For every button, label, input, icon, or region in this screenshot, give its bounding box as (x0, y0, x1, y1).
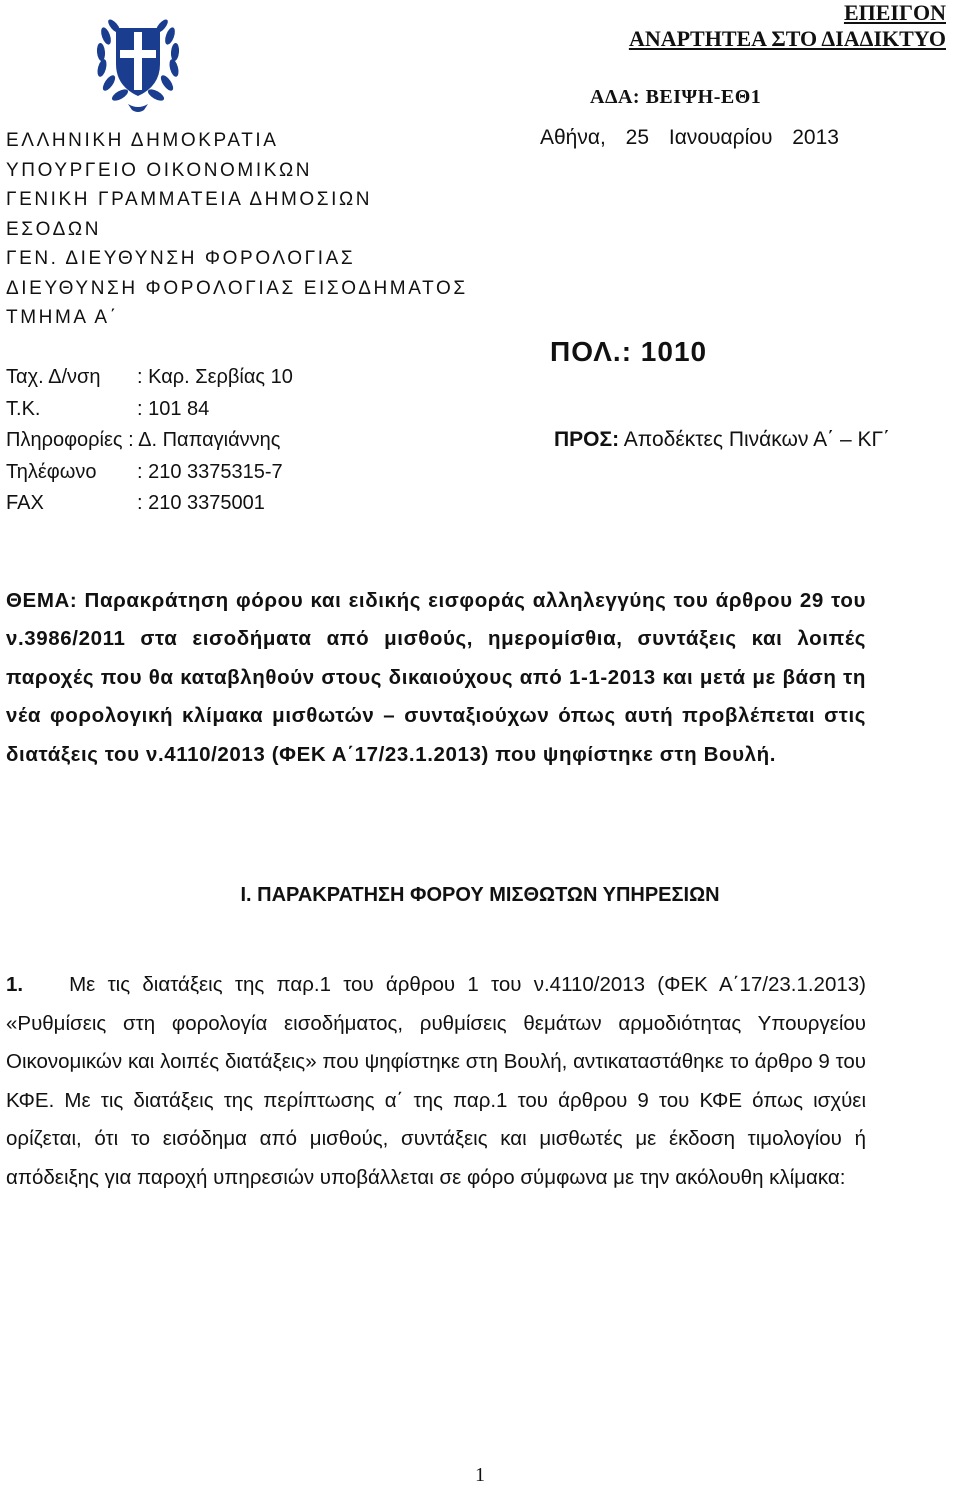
address-value: : Καρ. Σερβίας 10 (137, 366, 293, 388)
subject-text: ΘΕΜΑ: Παρακράτηση φόρου και ειδικής εισφοράς αλληλεγγύης του άρθρου 29 του ν.3986/2011 στα εισοδήματα από μισθούς, ημερομίσθια, συντάξεις και λοιπές παροχές που θα καταβληθούν στους δικαιούχους από 1-1-2013 και μετά με βάση τη νέα φορολογική κλίμακα μισθωτών – συνταξιούχων όπως αυτή προβλέπεται στις διατάξεις του ν.4110/2013 (ΦΕΚ Α΄17/23.1.2013) που ψηφίστηκε στη Βουλή. (6, 589, 866, 766)
issuer-block (6, 126, 468, 333)
postcode-label: Τ.Κ. (6, 397, 41, 420)
postcode-value: : 101 84 (137, 397, 210, 420)
publish-online-label: ΑΝΑΡΤΗΤΕΑ ΣΤΟ ΔΙΑΔΙΚΤΥΟ (628, 26, 946, 51)
issuer-line: ΤΜΗΜΑ Α΄ (6, 307, 119, 328)
issuer-line: ΥΠΟΥΡΓΕΙΟ ΟΙΚΟΝΟΜΙΚΩΝ (6, 159, 313, 181)
document-date: Αθήνα, 25 Ιανουαρίου 2013 (540, 126, 839, 149)
phone-value: : 210 3375315-7 (137, 460, 283, 483)
recipients-label: ΠΡΟΣ: (554, 428, 620, 451)
fax-value: : 210 3375001 (137, 492, 265, 514)
issuer-line: ΔΙΕΥΘΥΝΣΗ ΦΟΡΟΛΟΓΙΑΣ ΕΙΣΟΔΗΜΑΤΟΣ (6, 277, 468, 299)
fax-label: FAX (6, 492, 44, 514)
greek-coat-of-arms-emblem (92, 6, 184, 116)
paragraph-number: 1. (6, 973, 24, 996)
recipients (554, 428, 890, 452)
phone-label: Τηλέφωνο (6, 460, 97, 483)
page-number: 1 (475, 1464, 485, 1486)
address-label: Ταχ. Δ/νση (6, 366, 101, 388)
section-heading: Ι. ΠΑΡΑΚΡΑΤΗΣΗ ΦΟΡΟΥ ΜΙΣΘΩΤΩΝ ΥΠΗΡΕΣΙΩΝ (240, 884, 720, 906)
circular-number: ΠΟΛ.: 1010 (550, 336, 708, 367)
issuer-line: ΕΛΛΗΝΙΚΗ ΔΗΜΟΚΡΑΤΙΑ (6, 130, 279, 151)
issuer-line: ΓΕΝΙΚΗ ΓΡΑΜΜΑΤΕΙΑ ΔΗΜΟΣΙΩΝ (6, 189, 373, 210)
ada-code: ΑΔΑ: ΒΕΙΨΗ-ΕΘ1 (590, 86, 762, 108)
recipients-value: Αποδέκτες Πινάκων Α΄ – ΚΓ΄ (619, 428, 891, 451)
urgent-label: ΕΠΕΙΓΟΝ (843, 0, 946, 25)
info-label: Πληροφορίες : Δ. Παπαγιάννης (6, 429, 281, 451)
urgent-notice (629, 0, 946, 52)
issuer-line: ΓΕΝ. ΔΙΕΥΘΥΝΣΗ ΦΟΡΟΛΟΓΙΑΣ (6, 248, 356, 269)
issuer-line: ΕΣΟΔΩΝ (6, 218, 102, 240)
paragraph-text: Με τις διατάξεις της παρ.1 του άρθρου 1 του ν.4110/2013 (ΦΕΚ Α΄17/23.1.2013) «Ρυθμίσεις στη φορολογία εισοδήματος, ρυθμίσεις θεμάτων αρμοδιότητας Υπουργείου Οικονομικών και λοιπές διατάξεις» που ψηφίστηκε στη Βουλή, αντικαταστάθηκε το άρθρο 9 του ΚΦΕ. Με τις διατάξεις της περίπτωσης α΄ της παρ.1 του άρθρου 9 του ΚΦΕ όπως ισχύει ορίζεται, ότι το εισόδημα από μισθούς, συντάξεις και μισθωτές με έκδοση τιμολογίου ή απόδειξης για παροχή υπηρεσιών υποβάλλεται σε φόρο σύμφωνα με την ακόλουθη κλίμακα: (6, 973, 866, 1189)
paragraph-1 (6, 966, 866, 1197)
